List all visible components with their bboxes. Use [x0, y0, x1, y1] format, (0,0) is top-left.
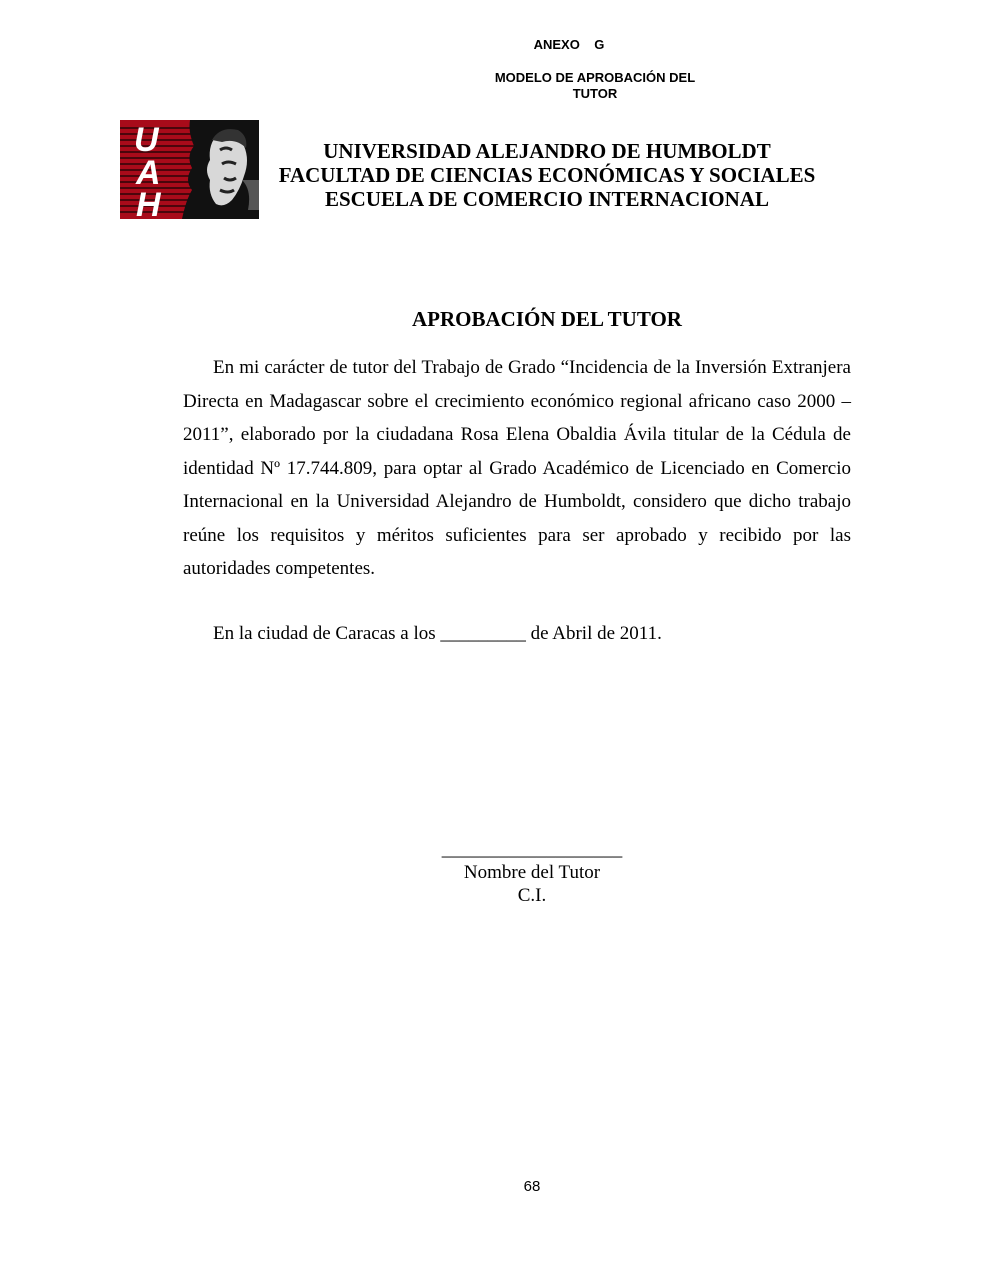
- svg-text:H: H: [136, 186, 161, 219]
- tutor-ci-label: C.I.: [517, 885, 547, 906]
- school-name: ESCUELA DE COMERCIO INTERNACIONAL: [325, 187, 769, 211]
- faculty-name: FACULTAD DE CIENCIAS ECONÓMICAS Y SOCIALES: [278, 163, 816, 187]
- signature-line: ___________________: [441, 839, 623, 860]
- svg-text:U: U: [134, 121, 159, 159]
- tutor-name-label: Nombre del Tutor: [463, 862, 601, 883]
- uah-logo: [120, 120, 259, 219]
- date-line: En la ciudad de Caracas a los _________ de Abril de 2011.: [213, 623, 662, 644]
- annex-heading: [480, 37, 710, 102]
- annex-subtitle-line1: MODELO DE APROBACIÓN DEL: [494, 70, 696, 85]
- uah-logo-image: [120, 120, 259, 219]
- svg-text:A: A: [136, 154, 161, 192]
- annex-subtitle-line2: TUTOR: [572, 86, 618, 101]
- page-number: 68: [523, 1178, 541, 1195]
- institution-header: [268, 139, 826, 211]
- signature-block: [420, 838, 644, 907]
- annex-label: ANEXO G: [533, 37, 605, 52]
- document-title: APROBACIÓN DEL TUTOR: [412, 307, 682, 331]
- approval-paragraph: En mi carácter de tutor del Trabajo de Grado “Incidencia de la Inversión Extranjera Directa en Madagascar sobre el crecimiento económico regional africano caso 2000 – 2011”, elaborado por la ciudadana Rosa Elena Obaldia Ávila titular de la Cédula de identidad Nº 17.744.809, para optar al Grado Académico de Licenciado en Comercio Internacional en la Universidad Alejandro de Humboldt, considero que dicho trabajo reúne los requisitos y méritos suficientes para ser aprobado y recibido por las autoridades competentes.: [183, 357, 851, 579]
- university-name: UNIVERSIDAD ALEJANDRO DE HUMBOLDT: [323, 139, 771, 163]
